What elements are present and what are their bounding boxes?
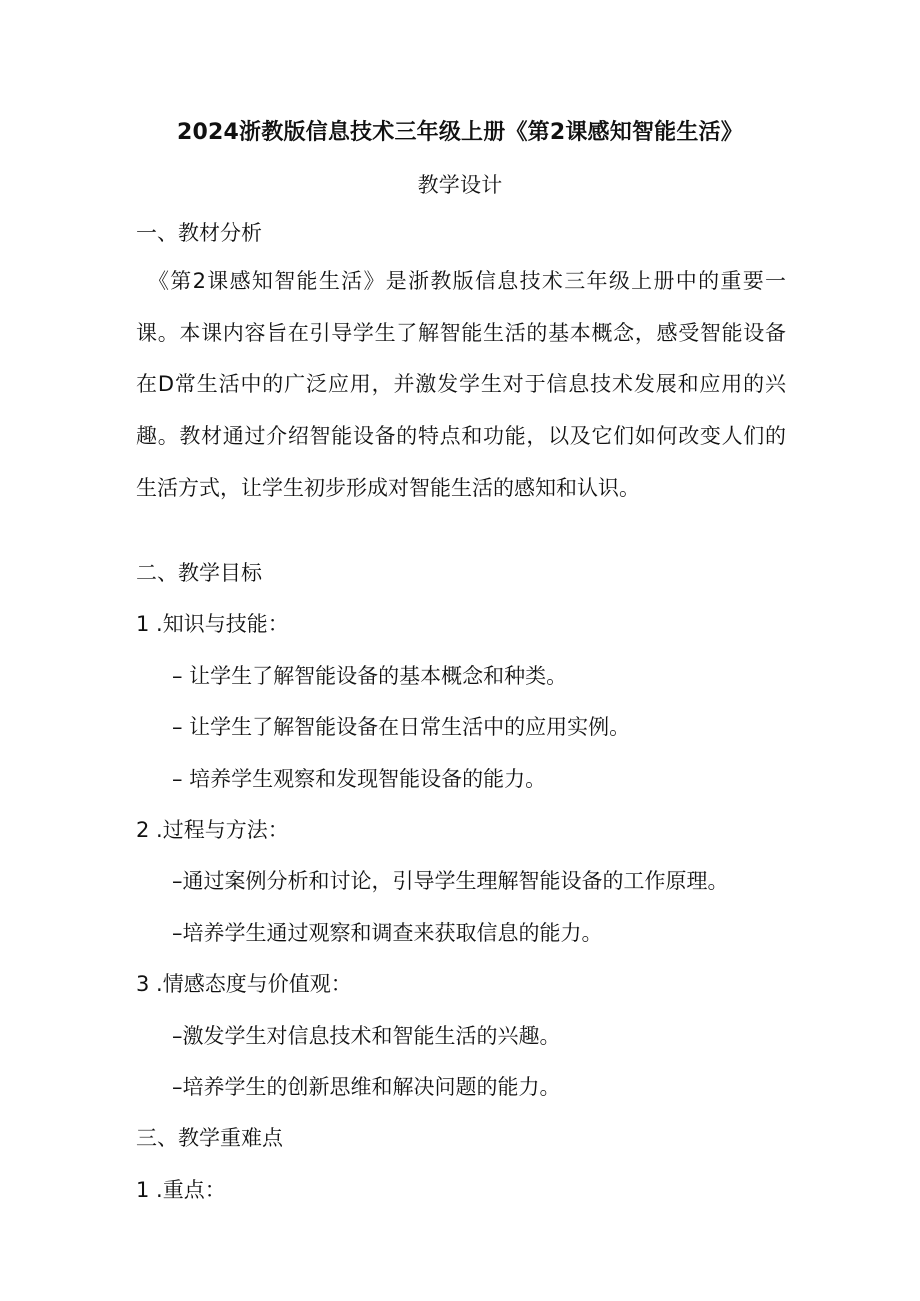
goal-label-knowledge: 1 .知识与技能： [136, 612, 289, 636]
goal-bullet: –激发学生对信息技术和智能生活的兴趣。 [172, 1024, 561, 1048]
document-subtitle: 教学设计 [417, 173, 503, 197]
textbook-analysis-paragraph: 《第2课感知智能生活》是浙教版信息技术三年级上册中的重要一课。本课内容旨在引导学生了解智能生活的基本概念，感受智能设备在D常生活中的广泛应用，并激发学生对于信息技术发展和应用的兴趣。教材通过介绍智能设备的特点和功能，以及它们如何改变人们的生活方式，让学生初步形成对智能生活的感知和认识。 [136, 269, 786, 500]
goal-bullet: – 让学生了解智能设备在日常生活中的应用实例。 [172, 715, 631, 739]
difficulty-label-key-point: 1 .重点： [136, 1178, 226, 1202]
section-heading-teaching-goals: 二、教学目标 [136, 561, 262, 585]
goal-bullet: –培养学生通过观察和调查来获取信息的能力。 [172, 921, 603, 945]
section-heading-textbook-analysis: 一、教材分析 [136, 221, 262, 245]
goal-bullet: –培养学生的创新思维和解决问题的能力。 [172, 1075, 561, 1099]
goal-label-attitude: 3 .情感态度与价值观： [136, 972, 352, 996]
goal-bullet: – 让学生了解智能设备的基本概念和种类。 [172, 664, 568, 688]
section-heading-key-difficulties: 三、教学重难点 [136, 1126, 283, 1150]
goal-bullet: – 培养学生观察和发现智能设备的能力。 [172, 767, 547, 791]
goal-bullet: –通过案例分析和讨论，引导学生理解智能设备的工作原理。 [172, 869, 729, 893]
goal-label-process: 2 .过程与方法： [136, 818, 289, 842]
document-title: 2024浙教版信息技术三年级上册《第2课感知智能生活》 [177, 120, 743, 145]
